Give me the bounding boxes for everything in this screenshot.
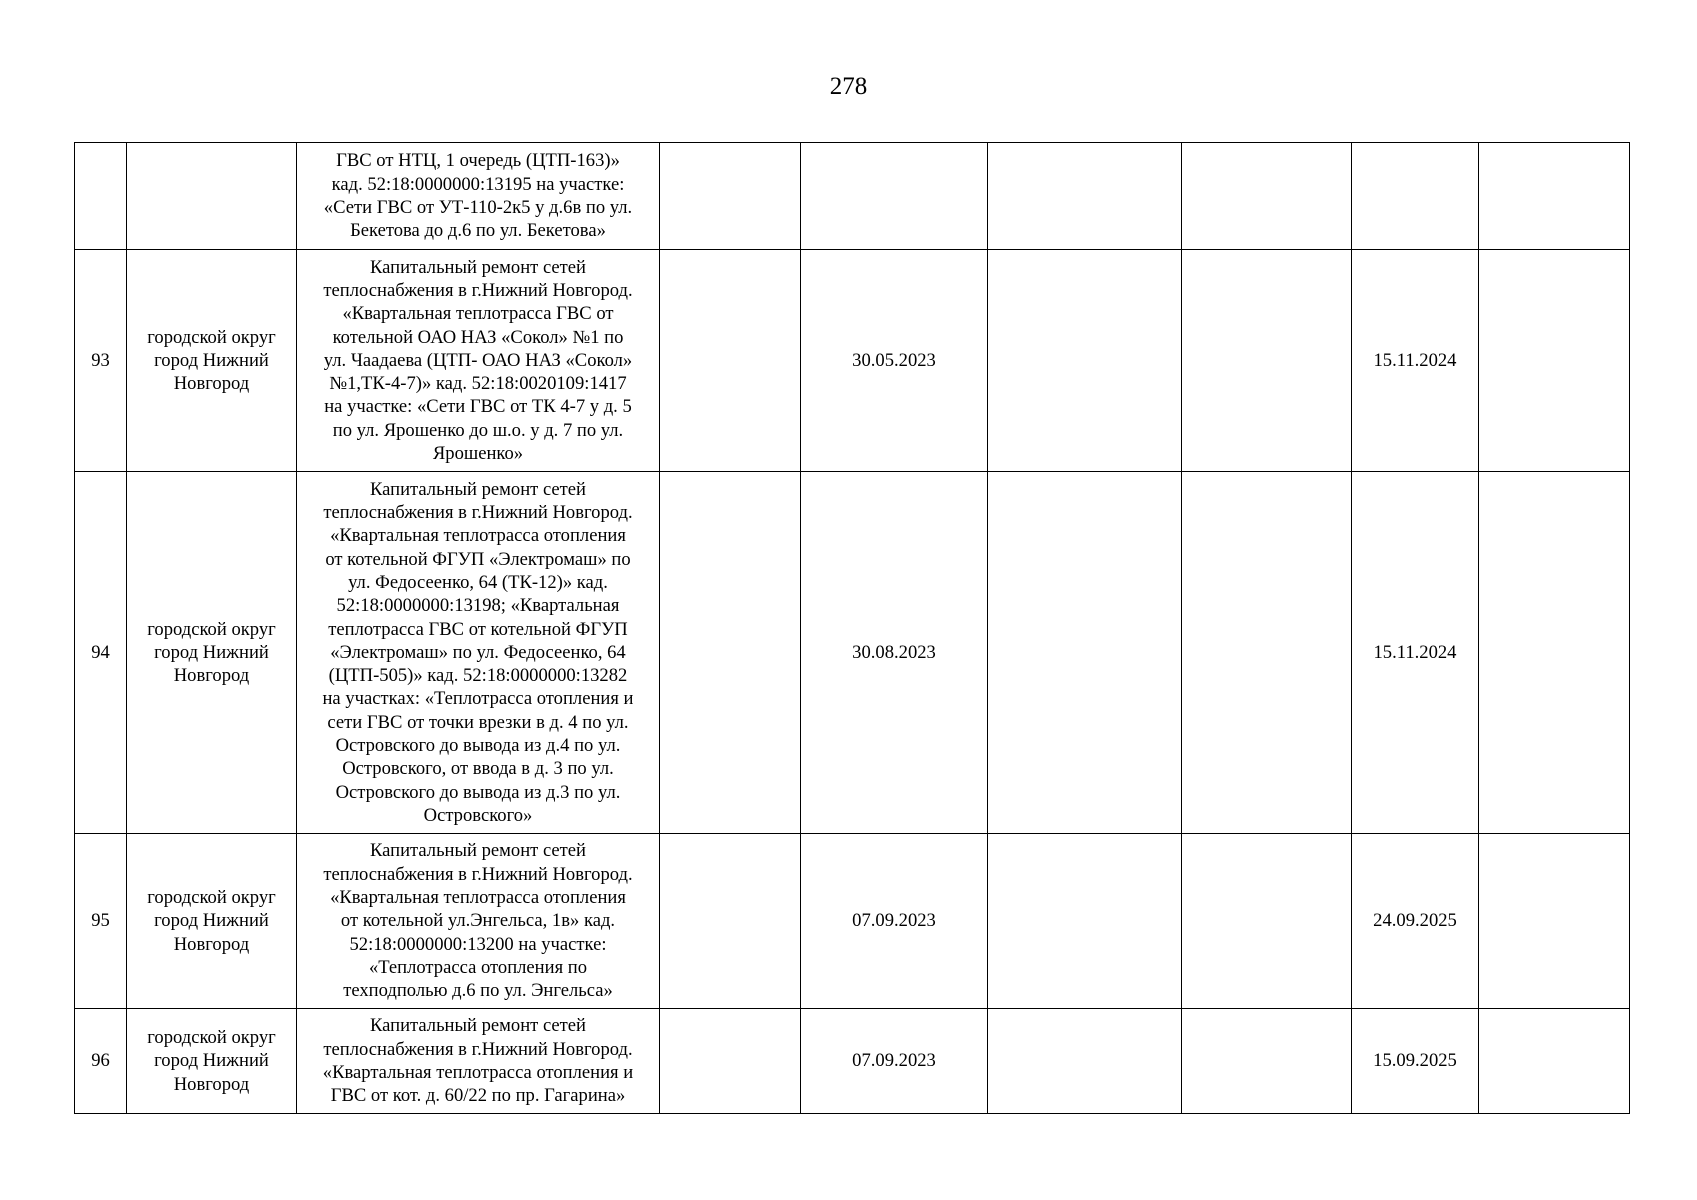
empty-cell (988, 250, 1182, 472)
description-cell: Капитальный ремонт сетей теплоснабжения в г.Нижний Новгород. «Квартальная теплотрасса отопления и ГВС от кот. д. 60/22 по пр. Гагарина» (297, 1009, 660, 1114)
district-cell: городской округ город Нижний Новгород (127, 250, 297, 472)
empty-cell (1479, 472, 1630, 834)
description-cell: Капитальный ремонт сетей теплоснабжения в г.Нижний Новгород. «Квартальная теплотрасса отопления от котельной ФГУП «Электромаш» по ул. Федосеенко, 64 (ТК-12)» кад. 52:18:0000000:13198; «Квартальная теплотрасса ГВС от котельной ФГУП «Электромаш» по ул. Федосеенко, 64 (ЦТП-505)» кад. 52:18:0000000:13282 на участках: «Теплотрасса отопления и сети ГВС от точки врезки в д. 4 по ул. Островского до вывода из д.4 по ул. Островского, от ввода в д. 3 по ул. Островского до вывода из д.3 по ул. Островского» (297, 472, 660, 834)
empty-cell (660, 834, 801, 1009)
empty-cell (988, 143, 1182, 250)
end-date-cell: 15.11.2024 (1352, 250, 1479, 472)
empty-cell (660, 472, 801, 834)
description-cell: Капитальный ремонт сетей теплоснабжения в г.Нижний Новгород. «Квартальная теплотрасса отопления от котельной ул.Энгельса, 1в» кад. 52:18:0000000:13200 на участке: «Теплотрасса отопления по техподполью д.6 по ул. Энгельса» (297, 834, 660, 1009)
empty-cell (1182, 834, 1352, 1009)
table-row (75, 834, 1630, 1009)
row-number-cell: 93 (75, 250, 127, 472)
description-cell: Капитальный ремонт сетей теплоснабжения в г.Нижний Новгород. «Квартальная теплотрасса ГВС от котельной ОАО НАЗ «Сокол» №1 по ул. Чаадаева (ЦТП- ОАО НАЗ «Сокол» №1,ТК-4-7)» кад. 52:18:0020109:1417 на участке: «Сети ГВС от ТК 4-7 у д. 5 по ул. Ярошенко до ш.о. у д. 7 по ул. Ярошенко» (297, 250, 660, 472)
start-date-cell: 30.05.2023 (801, 250, 988, 472)
empty-cell (1182, 143, 1352, 250)
empty-cell (1479, 250, 1630, 472)
empty-cell (1479, 1009, 1630, 1114)
empty-cell (1182, 1009, 1352, 1114)
end-date-cell: 15.11.2024 (1352, 472, 1479, 834)
table-row (75, 1009, 1630, 1114)
works-table (74, 142, 1630, 1114)
end-date-cell: 15.09.2025 (1352, 1009, 1479, 1114)
row-number-cell: 96 (75, 1009, 127, 1114)
empty-cell (988, 472, 1182, 834)
row-number-cell: 94 (75, 472, 127, 834)
empty-cell (660, 143, 801, 250)
end-date-cell (1352, 143, 1479, 250)
description-cell: ГВС от НТЦ, 1 очередь (ЦТП-163)» кад. 52:18:0000000:13195 на участке: «Сети ГВС от УТ-110-2к5 у д.6в по ул. Бекетова до д.6 по ул. Бекетова» (297, 143, 660, 250)
empty-cell (1182, 250, 1352, 472)
page-number: 278 (829, 73, 868, 100)
start-date-cell: 07.09.2023 (801, 834, 988, 1009)
empty-cell (1182, 472, 1352, 834)
start-date-cell: 30.08.2023 (801, 472, 988, 834)
end-date-cell: 24.09.2025 (1352, 834, 1479, 1009)
row-number-cell: 95 (75, 834, 127, 1009)
empty-cell (660, 250, 801, 472)
empty-cell (988, 834, 1182, 1009)
district-cell: городской округ город Нижний Новгород (127, 834, 297, 1009)
empty-cell (1479, 143, 1630, 250)
district-cell: городской округ город Нижний Новгород (127, 1009, 297, 1114)
empty-cell (988, 1009, 1182, 1114)
table-row (75, 250, 1630, 472)
empty-cell (660, 1009, 801, 1114)
row-number-cell (75, 143, 127, 250)
district-cell: городской округ город Нижний Новгород (127, 472, 297, 834)
district-cell (127, 143, 297, 250)
empty-cell (1479, 834, 1630, 1009)
table-row (75, 143, 1630, 250)
start-date-cell: 07.09.2023 (801, 1009, 988, 1114)
table-row (75, 472, 1630, 834)
start-date-cell (801, 143, 988, 250)
